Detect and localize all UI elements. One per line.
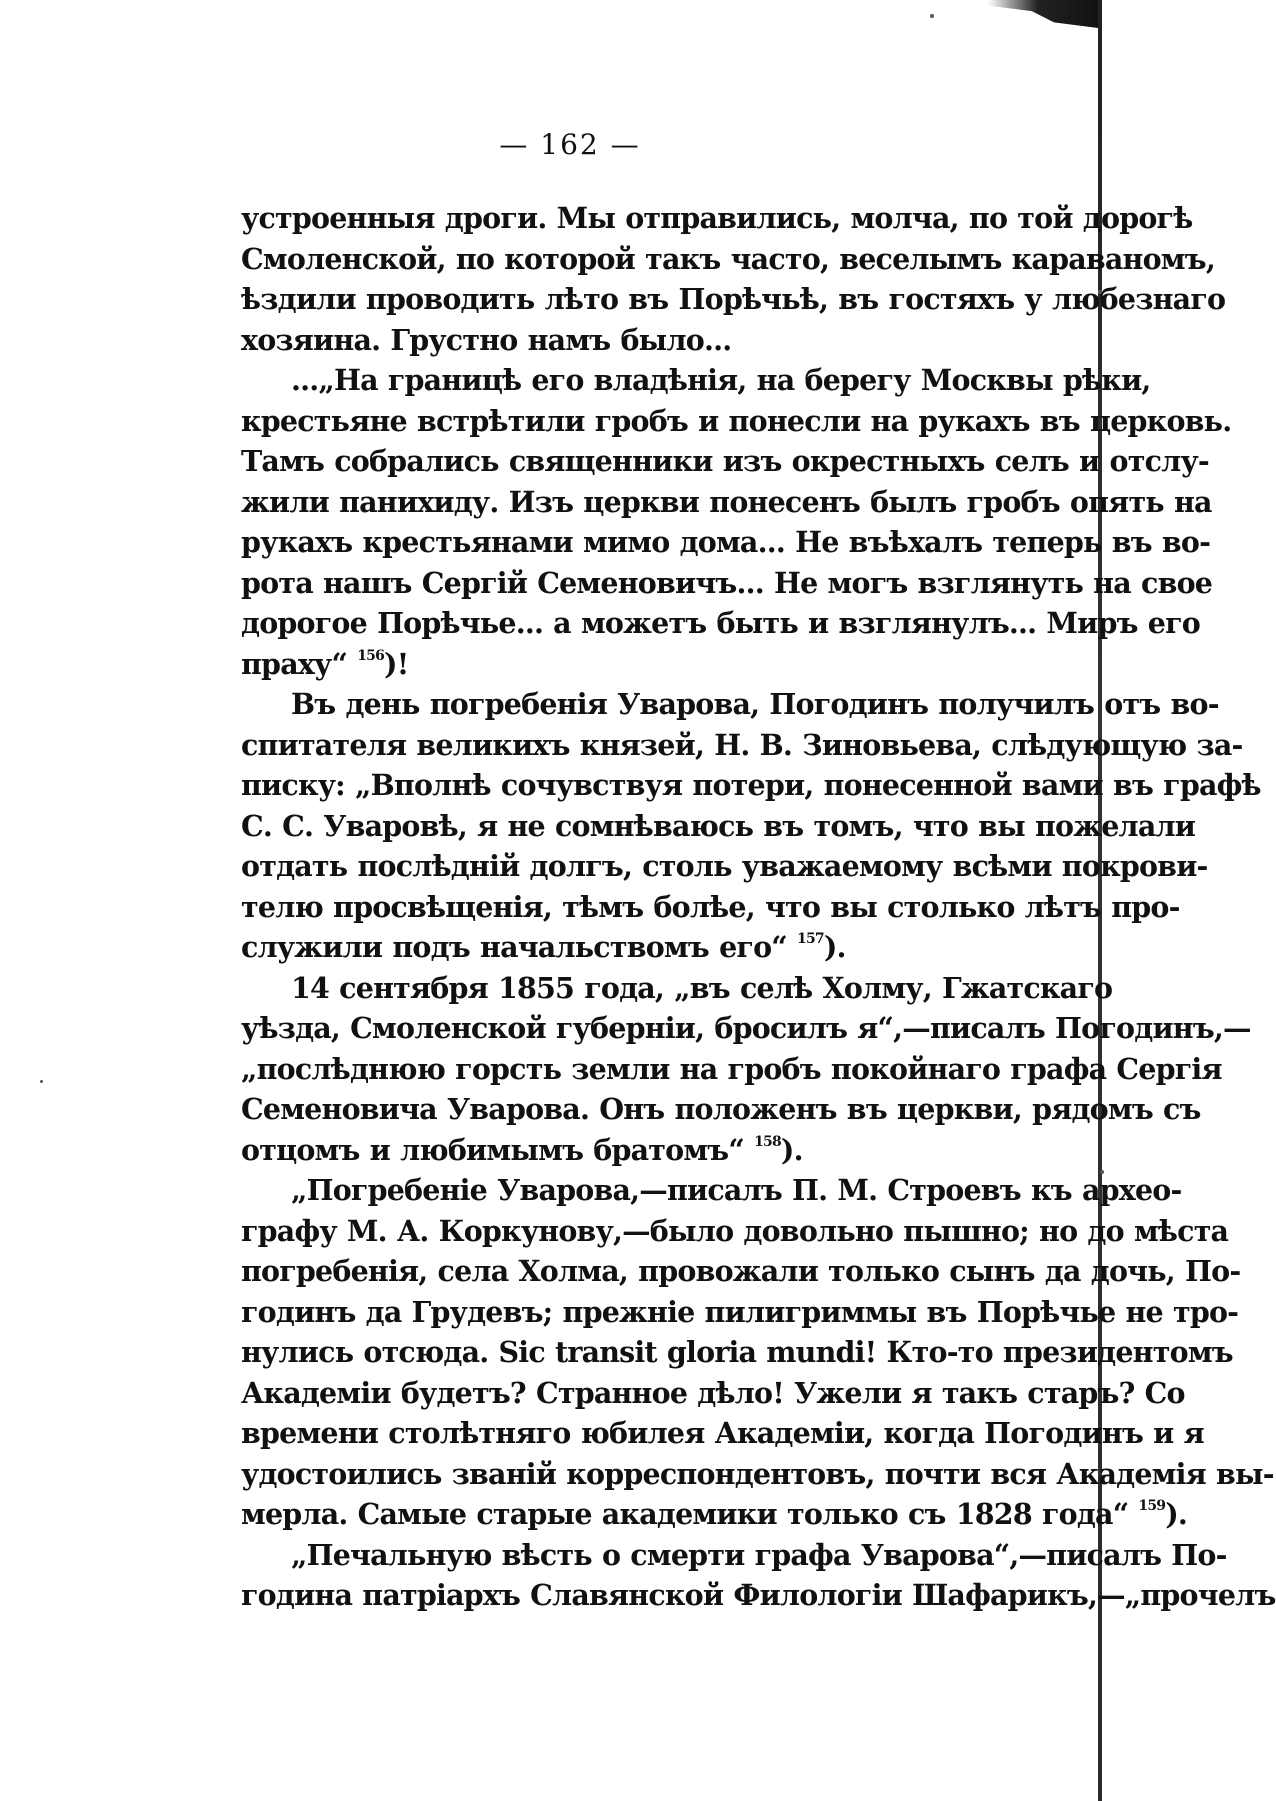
text-line-content: нулись отсюда. Sic transit gloria mundi! Кто-то президентомъ <box>241 1335 1233 1369</box>
text-line <box>241 482 1212 523</box>
text-line-content: праху“ <box>241 646 358 681</box>
text-line <box>241 1535 1227 1576</box>
text-line-content: графу М. А. Коркунову,—было довольно пышно; но до мѣста <box>241 1213 1229 1248</box>
text-line <box>241 1413 1204 1454</box>
text-line-content: спитателя великихъ князей, Н. В. Зиновьева, слѣдующую за- <box>241 727 1243 762</box>
text-line <box>241 239 1215 280</box>
text-line <box>241 1211 1229 1252</box>
text-line-content: „послѣднюю горсть земли на гробъ покойнаго графа Сергія <box>241 1051 1222 1086</box>
text-line-content: мерла. Самые старые академики только съ 1828 года“ <box>241 1497 1139 1531</box>
text-line <box>241 725 1243 766</box>
text-line <box>241 644 1065 685</box>
text-line <box>241 1454 1274 1495</box>
text-line-content: Семеновича Уварова. Онъ положенъ въ церкви, рядомъ съ <box>241 1092 1201 1126</box>
text-line <box>241 1251 1241 1292</box>
scan-speck <box>930 14 934 18</box>
text-line-tail: ). <box>780 1132 803 1167</box>
text-line <box>241 684 1219 725</box>
text-line <box>241 927 1065 968</box>
text-line <box>241 320 1065 361</box>
text-line-content: Академіи будетъ? Странное дѣло! Ужели я такъ старъ? Со <box>241 1375 1185 1410</box>
text-line <box>241 1170 1182 1211</box>
text-line <box>241 1049 1222 1090</box>
text-line-content: писку: „Вполнѣ сочувствуя потери, понесенной вами въ графѣ <box>241 768 1261 802</box>
text-line-content: „Погребеніе Уварова,—писалъ П. М. Строевъ къ архео- <box>291 1173 1182 1207</box>
text-line <box>241 1494 1188 1535</box>
text-line <box>241 1292 1239 1333</box>
text-line-content: крестьяне встрѣтили гробъ и понесли на рукахъ въ церковь. <box>241 403 1232 438</box>
text-line-content: ...„На границѣ его владѣнія, на берегу Москвы рѣки, <box>291 363 1151 397</box>
text-line <box>241 887 1180 928</box>
text-line <box>241 360 1151 401</box>
footnote-reference: 157 <box>797 931 824 947</box>
footnote-reference: 158 <box>754 1133 781 1150</box>
text-line-content: годинъ да Грудевъ; прежніе пилигриммы въ Порѣчье не тро- <box>241 1294 1239 1329</box>
page-number: — 162 — <box>499 128 641 161</box>
text-line <box>241 806 1196 847</box>
text-line <box>241 1332 1233 1373</box>
text-line-content: рукахъ крестьянами мимо дома... Не въѣхалъ теперь въ во- <box>241 525 1211 559</box>
scan-corner-artifact <box>988 0 1098 28</box>
text-line <box>241 279 1226 320</box>
text-line-content: „Печальную вѣсть о смерти графа Уварова“,—писалъ По- <box>291 1537 1227 1572</box>
text-line-content: рота нашъ Сергій Семеновичъ... Не могъ взглянуть на свое <box>241 565 1213 600</box>
text-line <box>241 846 1208 887</box>
text-line-tail: ). <box>1165 1497 1188 1531</box>
text-line-tail: )! <box>384 646 409 681</box>
text-line-content: удостоились званій корреспондентовъ, почти вся Академія вы- <box>241 1456 1274 1491</box>
text-line-content: Въ день погребенія Уварова, Погодинъ получилъ отъ во- <box>291 687 1219 721</box>
text-line-content: отдать послѣдній долгъ, столь уважаемому всѣми покрови- <box>241 849 1208 883</box>
text-line-content: служили подъ начальствомъ его“ <box>241 930 797 964</box>
text-line <box>241 968 1113 1009</box>
body-text <box>241 198 1276 1616</box>
text-line-content: отцомъ и любимымъ братомъ“ <box>241 1132 755 1167</box>
text-line <box>241 1008 1251 1049</box>
footnote-reference: 159 <box>1138 1498 1166 1514</box>
text-line-content: уѣзда, Смоленской губерніи, бросилъ я“,—писалъ Погодинъ,— <box>241 1011 1251 1045</box>
text-line-content: дорогое Порѣчье... а можетъ быть и взглянулъ... Миръ его <box>241 606 1201 640</box>
text-line-content: устроенныя дроги. Мы отправились, молча, по той дорогѣ <box>241 201 1193 235</box>
text-line <box>241 441 1209 482</box>
text-line-content: година патріархъ Славянской Филологіи Шафарикъ,—„прочелъ <box>241 1578 1276 1612</box>
text-line <box>241 563 1213 604</box>
text-line-content: хозяина. Грустно намъ было... <box>241 322 732 357</box>
text-line-content: времени столѣтняго юбилея Академіи, когда Погодинъ и я <box>241 1416 1204 1450</box>
text-line-tail: ). <box>823 930 846 964</box>
scan-speck <box>40 1080 43 1083</box>
text-line <box>241 1373 1185 1414</box>
text-line-content: С. С. Уваровѣ, я не сомнѣваюсь въ томъ, что вы пожелали <box>241 808 1196 843</box>
text-line-content: Смоленской, по которой такъ часто, веселымъ караваномъ, <box>241 241 1215 276</box>
text-line-content: телю просвѣщенія, тѣмъ болѣе, что вы столько лѣтъ про- <box>241 889 1180 924</box>
text-line <box>241 1575 1276 1616</box>
text-line <box>241 603 1201 644</box>
text-line <box>241 198 1193 239</box>
text-line <box>241 1130 1065 1171</box>
text-line <box>241 1089 1201 1130</box>
text-line <box>241 765 1261 806</box>
text-line-content: погребенія, села Холма, провожали только сынъ да дочь, По- <box>241 1254 1241 1288</box>
text-line-content: 14 сентября 1855 года, „въ селѣ Холму, Гжатскаго <box>291 970 1113 1005</box>
text-line-content: ѣздили проводить лѣто въ Порѣчьѣ, въ гостяхъ у любезнаго <box>241 282 1226 316</box>
text-line-content: жили панихиду. Изъ церкви понесенъ былъ гробъ опять на <box>241 484 1212 519</box>
text-line <box>241 522 1211 563</box>
text-line-content: Тамъ собрались священники изъ окрестныхъ селъ и отслу- <box>241 444 1209 478</box>
footnote-reference: 156 <box>357 647 385 664</box>
text-line <box>241 401 1232 442</box>
